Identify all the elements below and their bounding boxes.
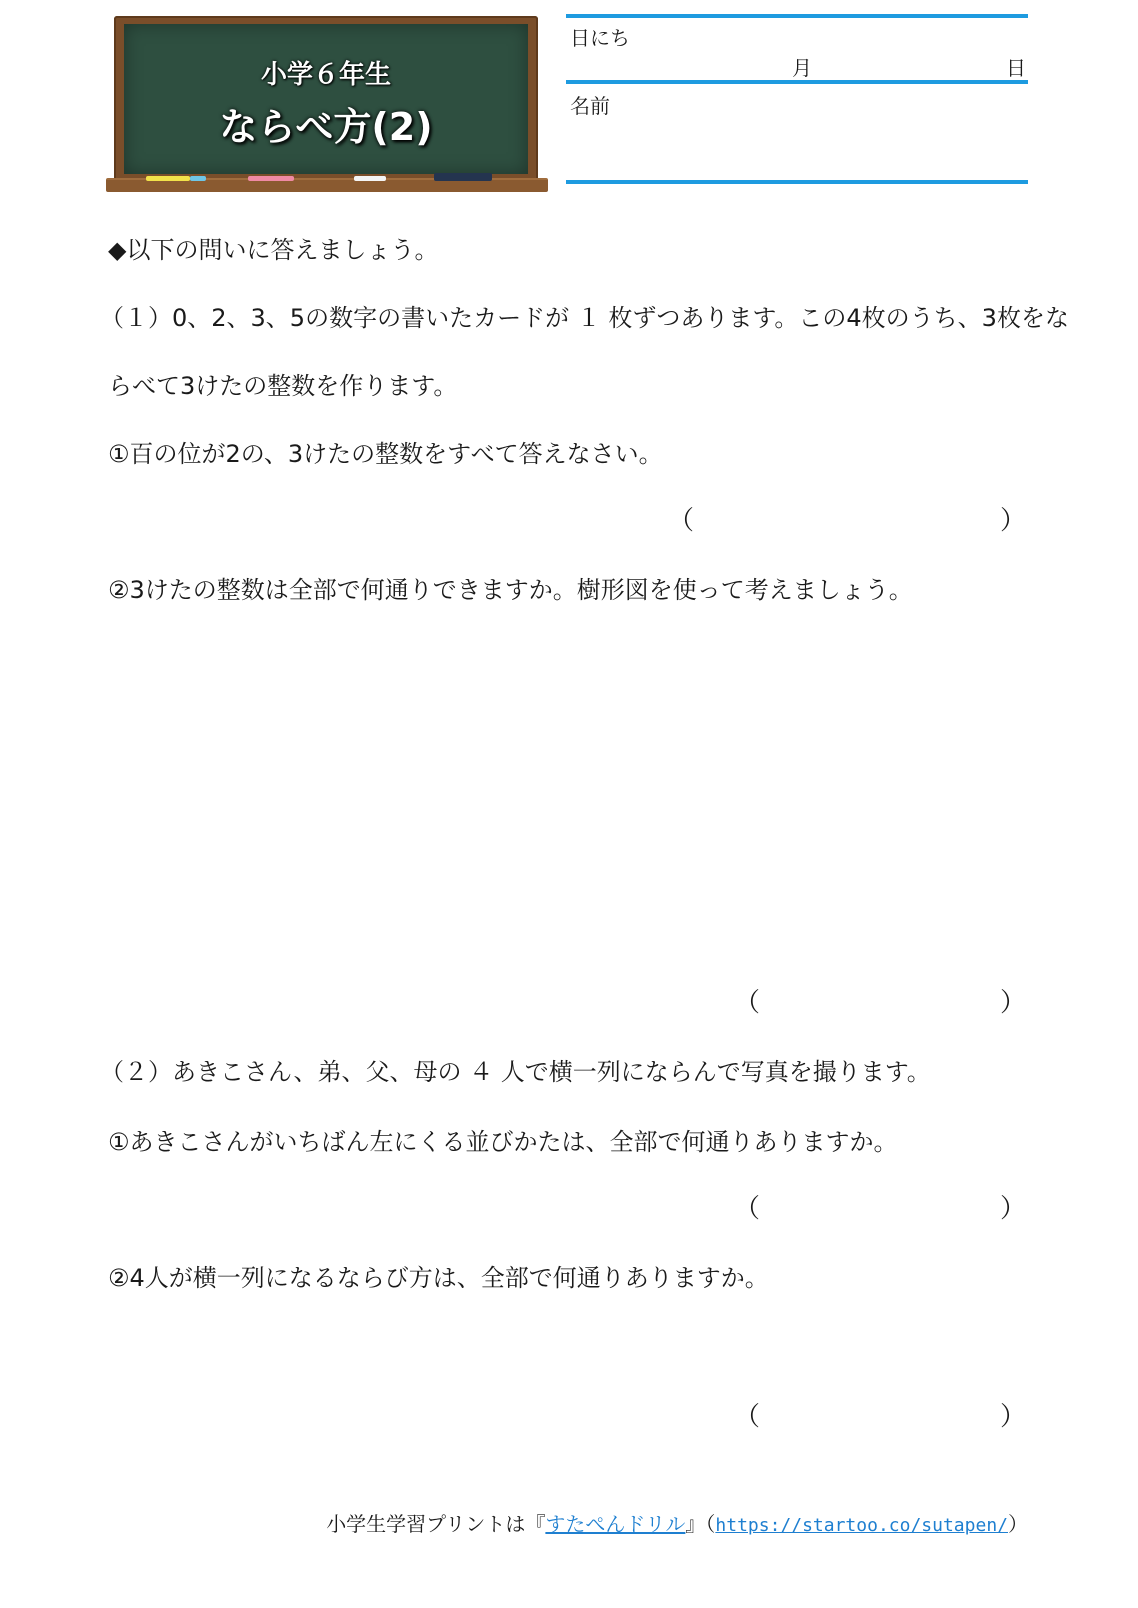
- chalkboard-header: [106, 14, 548, 192]
- eraser: [434, 173, 492, 181]
- question-1-1: ①百の位が2の、3けたの整数をすべて答えなさい。: [108, 440, 663, 468]
- footer-url-link[interactable]: https://startoo.co/sutapen/: [715, 1515, 1008, 1536]
- footer-suffix: ）: [1008, 1512, 1028, 1536]
- footer-prefix: 小学生学習プリントは『: [326, 1512, 546, 1536]
- question-2-text: （２）あきこさん、弟、父、母の ４ 人で横一列にならんで写真を撮ります。: [100, 1058, 931, 1086]
- answer-2-2-open: （: [734, 1402, 761, 1432]
- footer-credit: [326, 1508, 1028, 1537]
- chalk-yellow: [146, 176, 190, 181]
- chalk-white: [354, 176, 386, 181]
- chalk-blue: [190, 176, 206, 181]
- question-1-text-cont: らべて3けたの整数を作ります。: [108, 372, 458, 400]
- sutapen-drill-link[interactable]: すたぺんドリル: [545, 1512, 686, 1536]
- answer-1-1-close: ）: [1000, 506, 1027, 536]
- date-label: 日にち: [570, 26, 630, 50]
- question-2-2: ②4人が横一列になるならび方は、全部で何通りありますか。: [108, 1264, 769, 1292]
- month-label: 月: [792, 56, 812, 80]
- answer-1-2-close: ）: [1000, 988, 1027, 1018]
- date-top-line: [566, 14, 1028, 18]
- answer-2-1-open: （: [734, 1194, 761, 1224]
- instruction: ◆以下の問いに答えましょう。: [108, 236, 439, 264]
- answer-1-1-open: （: [668, 506, 695, 536]
- answer-1-2-open: （: [734, 988, 761, 1018]
- name-label: 名前: [570, 94, 610, 118]
- question-1-text: （１）0、2、3、5の数字の書いたカードが １ 枚ずつあります。この4枚のうち、3枚をな: [100, 304, 1069, 332]
- answer-2-1-close: ）: [1000, 1194, 1027, 1224]
- question-1-2: ②3けたの整数は全部で何通りできますか。樹形図を使って考えましょう。: [108, 576, 913, 604]
- answer-2-2-close: ）: [1000, 1402, 1027, 1432]
- grade-label: 小学６年生: [260, 60, 391, 90]
- chalkboard: [124, 24, 528, 174]
- question-2-1: ①あきこさんがいちばん左にくる並びかたは、全部で何通りありますか。: [108, 1128, 898, 1156]
- footer-middle: 』（: [685, 1512, 716, 1536]
- name-bottom-line: [566, 180, 1028, 184]
- date-bottom-line: [566, 80, 1028, 84]
- chalk-pink: [248, 176, 294, 181]
- worksheet-title: ならべ方(2): [219, 105, 433, 149]
- day-label: 日: [1006, 56, 1026, 80]
